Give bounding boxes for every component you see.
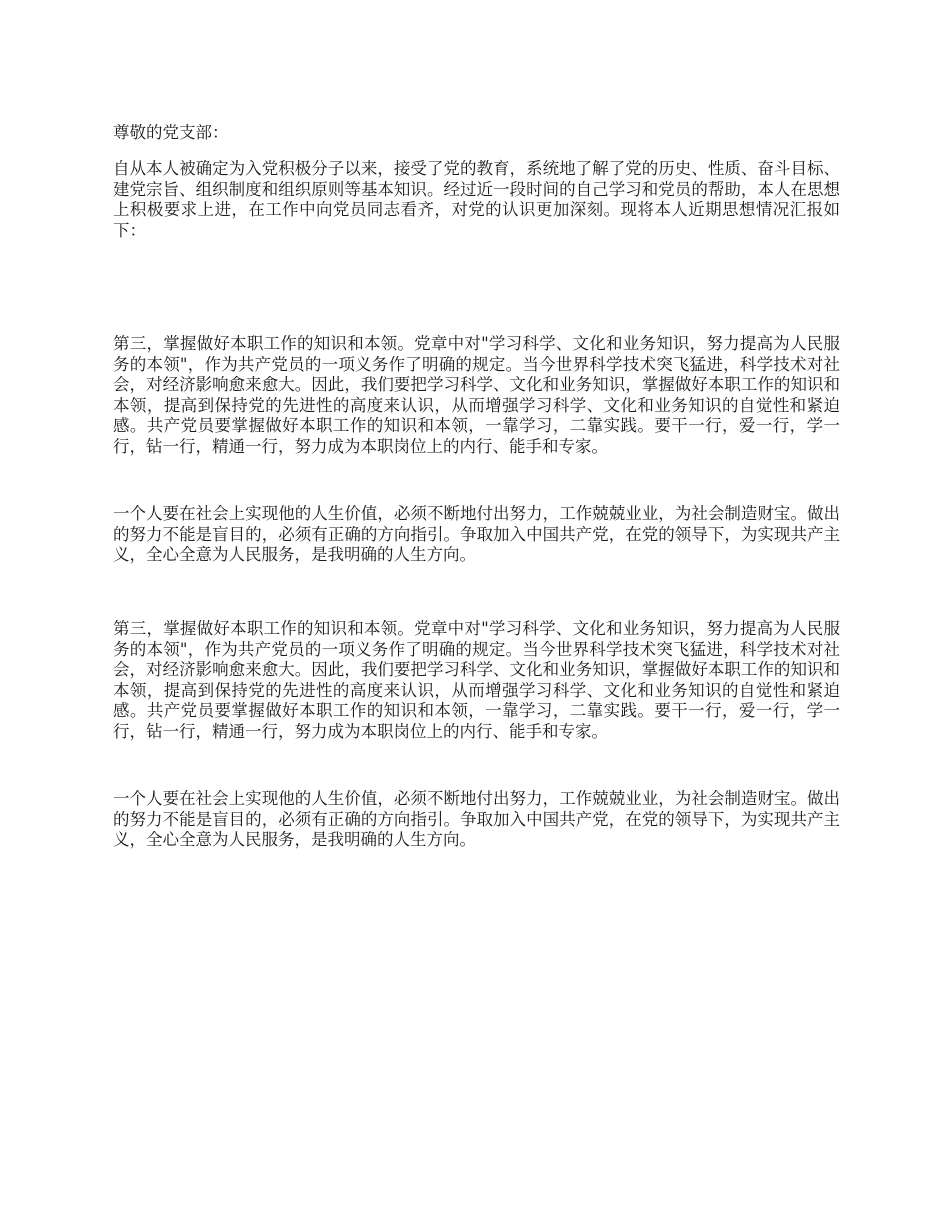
- section-2-paragraph-2: 一个人要在社会上实现他的人生价值，必须不断地付出努力，工作兢兢业业，为社会制造财宝。做出的努力不能是盲目的，必须有正确的方向指引。争取加入中国共产党，在党的领导下，为实现共产主义，全心全意为人民服务，是我明确的人生方向。: [113, 789, 840, 849]
- section-2-paragraph-1: 第三，掌握做好本职工作的知识和本领。党章中对"学习科学、文化和业务知识，努力提高为人民服务的本领"，作为共产党员的一项义务作了明确的规定。当今世界科学技术突飞猛进，科学技术对社会，对经济影响愈来愈大。因此，我们要把学习科学、文化和业务知识，掌握做好本职工作的知识和本领，提高到保持党的先进性的高度来认识，从而增强学习科学、文化和业务知识的自觉性和紧迫感。共产党员要掌握做好本职工作的知识和本领，一靠学习，二靠实践。要干一行，爱一行，学一行，钻一行，精通一行，努力成为本职岗位上的内行、能手和专家。: [113, 619, 840, 741]
- intro-paragraph: 自从本人被确定为入党积极分子以来，接受了党的教育，系统地了解了党的历史、性质、奋斗目标、建党宗旨、组织制度和组织原则等基本知识。经过近一段时间的自己学习和党员的帮助，本人在思想上积极要求上进，在工作中向党员同志看齐，对党的认识更加深刻。现将本人近期思想情况汇报如下：: [113, 159, 840, 240]
- section-1-paragraph-2: 一个人要在社会上实现他的人生价值，必须不断地付出努力，工作兢兢业业，为社会制造财宝。做出的努力不能是盲目的，必须有正确的方向指引。争取加入中国共产党，在党的领导下，为实现共产主义，全心全意为人民服务，是我明确的人生方向。: [113, 504, 840, 564]
- salutation: 尊敬的党支部：: [113, 123, 229, 142]
- section-1-paragraph-1: 第三，掌握做好本职工作的知识和本领。党章中对"学习科学、文化和业务知识，努力提高为人民服务的本领"，作为共产党员的一项义务作了明确的规定。当今世界科学技术突飞猛进，科学技术对社会，对经济影响愈来愈大。因此，我们要把学习科学、文化和业务知识，掌握做好本职工作的知识和本领，提高到保持党的先进性的高度来认识，从而增强学习科学、文化和业务知识的自觉性和紧迫感。共产党员要掌握做好本职工作的知识和本领，一靠学习，二靠实践。要干一行，爱一行，学一行，钻一行，精通一行，努力成为本职岗位上的内行、能手和专家。: [113, 334, 840, 456]
